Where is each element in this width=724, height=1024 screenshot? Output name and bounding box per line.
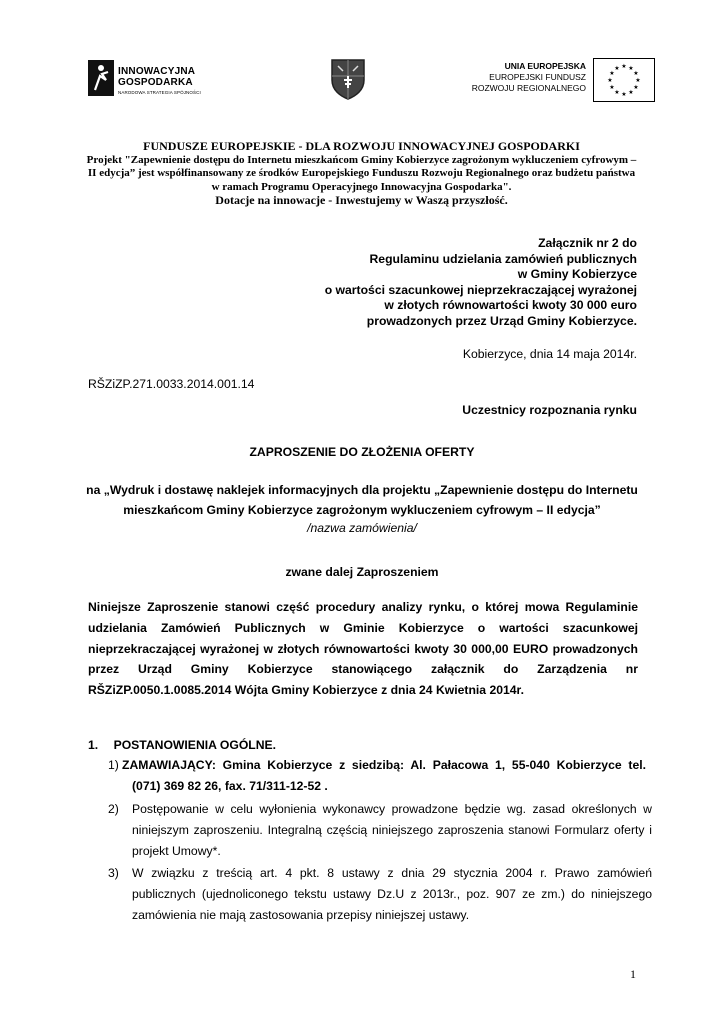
item2-line2: niniejszym zaproszeniu. Integralną częścią niniejszego zaproszenia stanowi Formularz oferty i — [132, 823, 652, 837]
order-name-line1: na „Wydruk i dostawę naklejek informacyjnych dla projektu „Zapewnienie dostępu do Internetu — [86, 483, 638, 497]
item2-number: 2) — [108, 802, 119, 816]
svg-text:★: ★ — [609, 70, 615, 77]
item1-line2: (071) 369 82 26, fax. 71/311-12-52 . — [132, 779, 328, 793]
attachment-line5: w złotych równowartości kwoty 30 000 euro — [384, 298, 637, 312]
attachment-line6: prowadzonych przez Urząd Gminy Kobierzyce. — [366, 313, 637, 328]
place-date: Kobierzyce, dnia 14 maja 2014r. — [462, 347, 637, 361]
order-name-caption: /nazwa zamówienia/ — [307, 521, 417, 535]
fund-title: FUNDUSZE EUROPEJSKIE - DLA ROZWOJU INNOWACYJNEJ GOSPODARKI — [143, 139, 580, 153]
logo-left-line3: NARODOWA STRATEGIA SPÓJNOŚCI — [118, 90, 201, 95]
svg-text:★: ★ — [633, 84, 639, 91]
order-name — [60, 480, 664, 520]
svg-text:★: ★ — [628, 89, 634, 96]
intro-paragraph — [88, 597, 638, 701]
svg-text:★: ★ — [621, 63, 627, 70]
section1-item-1 — [108, 755, 648, 799]
gmina-crest-icon — [330, 58, 366, 100]
intro-line5: RŠZiZP.0050.1.0085.2014 Wójta Gminy Kobierzyce z dnia 24 Kwietnia 2014r. — [88, 683, 525, 698]
item3-line1: W związku z treścią art. 4 pkt. 8 ustawy z dnia 29 stycznia 2004 r. Prawo zamówień — [132, 866, 652, 880]
program-logo-icon — [88, 60, 114, 96]
invitation-title: ZAPROSZENIE DO ZŁOŻENIA OFERTY — [249, 445, 475, 459]
item3-line3: zamówienia nie mają zastosowania przepisy niniejszej ustawy. — [132, 908, 470, 922]
intro-line1: Niniejsze Zaproszenie stanowi część procedury analizy rynku, o której mowa Regulaminie — [88, 600, 638, 614]
section1-number: 1. — [88, 738, 99, 752]
item3-number: 3) — [108, 866, 119, 880]
attachment-line1: Załącznik nr 2 do — [538, 236, 637, 250]
innowacyjna-gospodarka-logo — [88, 58, 218, 102]
attachment-line4: o wartości szacunkowej nieprzekraczającej wyrażonej — [324, 282, 637, 297]
svg-text:★: ★ — [628, 65, 634, 72]
logo-left-line2: GOSPODARKA — [118, 77, 193, 88]
intro-line4: przez Urząd Gminy Kobierzyce stanowiącego załącznik do Zarządzenia nr — [88, 662, 638, 677]
hereinafter-label: zwane dalej Zaproszeniem — [285, 565, 439, 579]
attachment-line2: Regulaminu udzielania zamówień publicznych — [369, 251, 637, 266]
svg-text:★: ★ — [614, 89, 620, 96]
eu-fund-label — [470, 61, 586, 94]
fund-slogan: Dotacje na innowacje - Inwestujemy w Waszą przyszłość. — [215, 193, 508, 207]
order-name-line2: mieszkańcom Gminy Kobierzyce zagrożonym wykluczeniem cyfrowym – II edycja” — [123, 503, 601, 517]
project-line1: Projekt "Zapewnienie dostępu do Internetu mieszkańcom Gminy Kobierzyce zagrożonym wykluczeniem cyfrowym – — [86, 153, 637, 166]
page-number: 1 — [630, 967, 636, 981]
svg-text:★: ★ — [614, 65, 620, 72]
svg-text:★: ★ — [621, 91, 627, 98]
item2-line1: Postępowanie w celu wyłonienia wykonawcy prowadzone będzie wg. zasad określonych w — [132, 802, 652, 816]
fund-header — [80, 140, 643, 208]
item1-number: 1) — [108, 758, 119, 772]
svg-text:★: ★ — [609, 84, 615, 91]
eu-line3: ROZWOJU REGIONALNEGO — [471, 83, 586, 93]
attachment-line3: w Gminy Kobierzyce — [517, 267, 637, 281]
svg-text:★: ★ — [635, 77, 641, 84]
eu-line2: EUROPEJSKI FUNDUSZ — [489, 72, 586, 82]
project-line2: II edycja” jest współfinansowany ze środków Europejskiego Funduszu Rozwoju Regionalnego oraz budżetu państwa — [87, 167, 636, 179]
svg-text:★: ★ — [607, 77, 613, 84]
intro-line3: nieprzekraczającej wyrażonej w złotych równowartości kwoty 30 000,00 EURO prowadzonych — [88, 641, 638, 656]
section1-item-3 — [108, 863, 652, 927]
item2-line3: projekt Umowy*. — [132, 844, 221, 858]
svg-text:★: ★ — [633, 70, 639, 77]
logo-left-line1: INNOWACYJNA — [118, 66, 196, 77]
eu-flag-icon — [593, 58, 655, 102]
intro-line2: udzielania Zamówień Publicznych w Gminie Kobierzyce o wartości szacunkowej — [88, 620, 638, 635]
project-line3: w ramach Programu Operacyjnego Innowacyjna Gospodarka". — [211, 180, 512, 193]
attachment-block — [237, 236, 637, 329]
section1-heading — [88, 738, 276, 752]
eu-line1: UNIA EUROPEJSKA — [504, 61, 586, 71]
recipients: Uczestnicy rozpoznania rynku — [462, 403, 637, 417]
item1-line1: ZAMAWIAJĄCY: Gmina Kobierzyce z siedzibą: Al. Pałacowa 1, 55-040 Kobierzyce tel. — [122, 758, 646, 772]
section1-item-2 — [108, 799, 652, 863]
reference-number: RŠZiZP.271.0033.2014.001.14 — [88, 377, 255, 391]
item3-line2: publicznych (ujednoliconego tekstu ustawy Dz.U z 2013r., poz. 907 ze zm.) do niniejszego — [132, 887, 652, 901]
section1-title: POSTANOWIENIA OGÓLNE. — [113, 738, 277, 752]
